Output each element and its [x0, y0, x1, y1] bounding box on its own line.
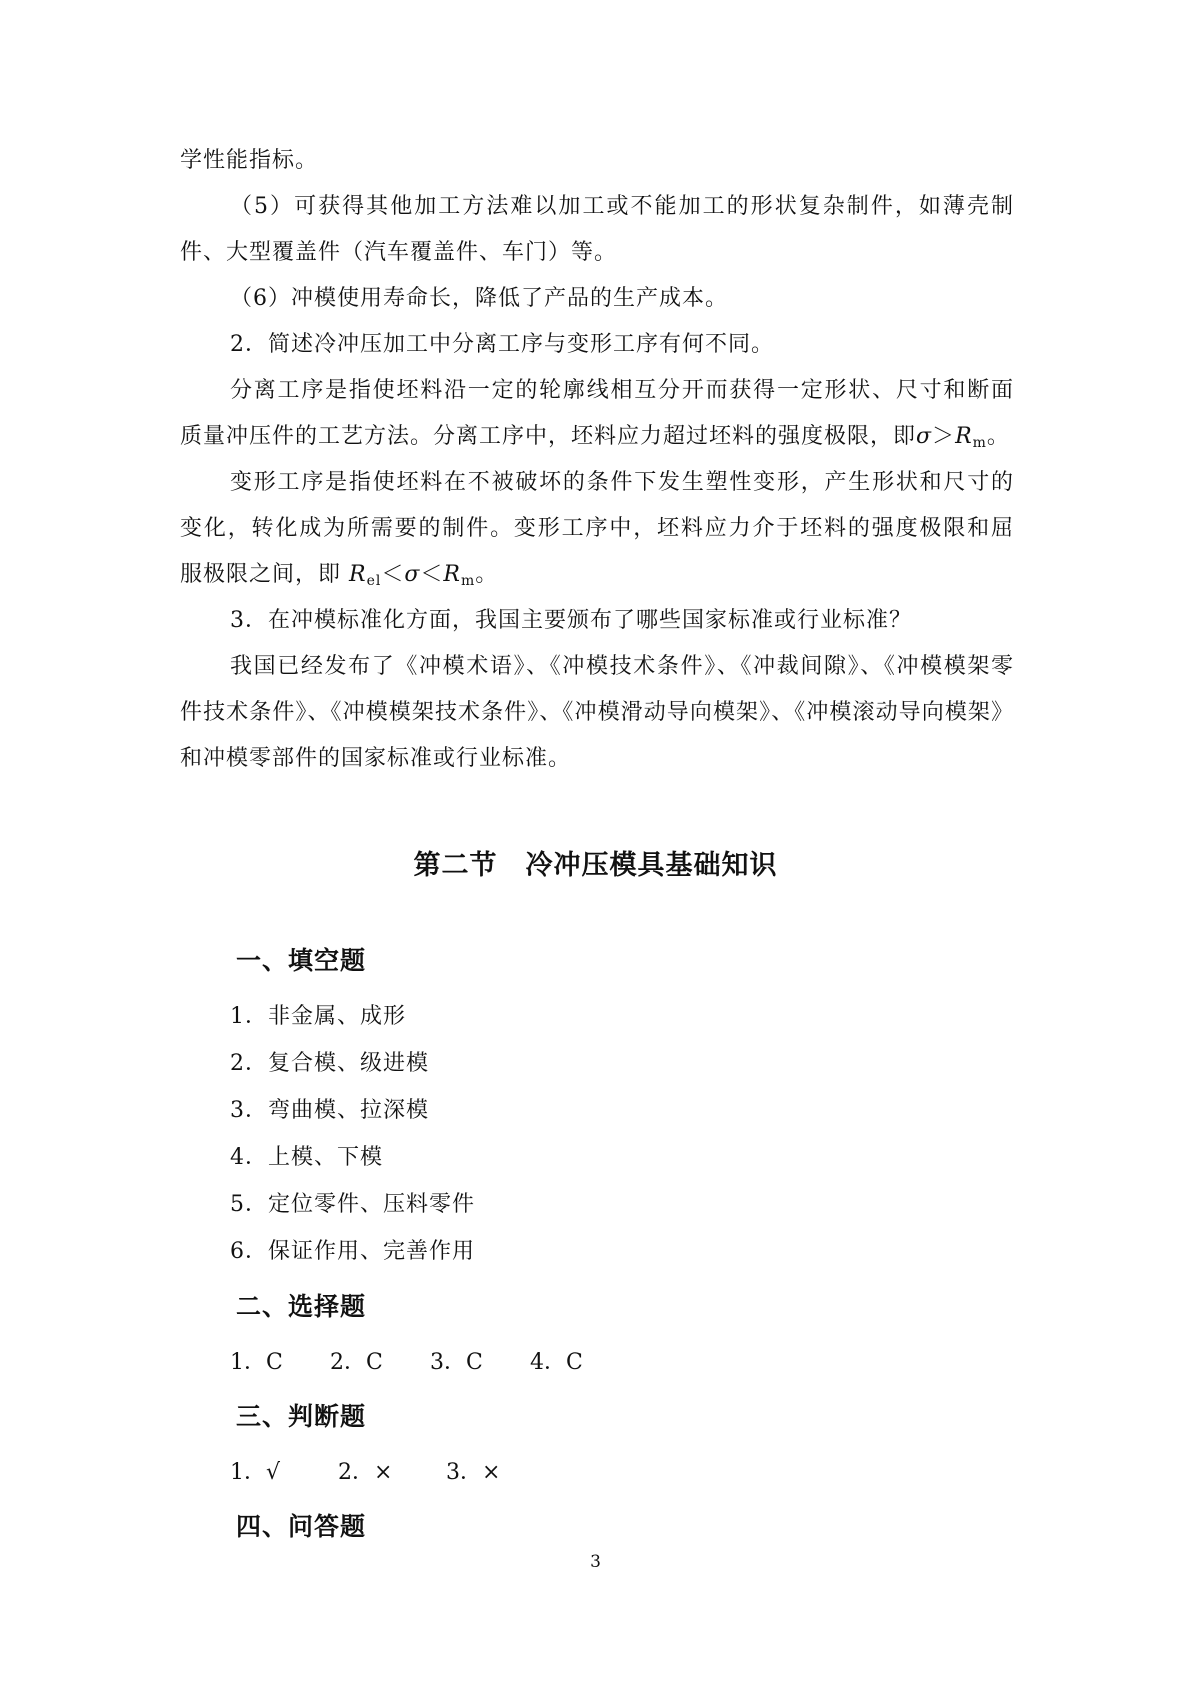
fill-blank-answer: 2．复合模、级进模 — [230, 1051, 429, 1076]
choice-answer: 4．C — [530, 1350, 583, 1375]
choice-heading: 二、选择题 — [236, 1292, 367, 1321]
choice-answer: 2．C — [330, 1350, 383, 1375]
lt-symbol: ＜ — [381, 562, 405, 587]
paragraph-line: 我国已经发布了《冲模术语》、《冲模技术条件》、《冲裁间隙》、《冲模模架零 — [230, 654, 1014, 679]
judge-answer: 3．× — [446, 1460, 501, 1485]
question-line: 2．简述冷冲压加工中分离工序与变形工序有何不同。 — [230, 332, 774, 357]
gt-symbol: ＞ — [932, 424, 956, 449]
paragraph-text: 服极限之间，即 — [180, 562, 349, 587]
r-symbol: R — [955, 424, 973, 449]
judge-answer: 2．× — [338, 1460, 393, 1485]
paragraph-line: 和冲模零部件的国家标准或行业标准。 — [180, 746, 572, 771]
question-line: 3．在冲模标准化方面，我国主要颁布了哪些国家标准或行业标准？ — [230, 608, 912, 633]
paragraph-line: 分离工序是指使坯料沿一定的轮廓线相互分开而获得一定形状、尺寸和断面 — [230, 378, 1014, 403]
period: 。 — [986, 424, 1010, 449]
fill-blank-answer: 4．上模、下模 — [230, 1145, 383, 1170]
paragraph-line: （6）冲模使用寿命长，降低了产品的生产成本。 — [230, 286, 728, 311]
judge-answer: 1．√ — [230, 1460, 281, 1485]
subscript-el: el — [366, 573, 382, 589]
section-title: 第二节 冷冲压模具基础知识 — [413, 850, 778, 881]
fill-blank-answer: 1．非金属、成形 — [230, 1004, 406, 1029]
subscript-m: m — [460, 573, 476, 589]
paragraph-line: 变化，转化成为所需要的制件。变形工序中，坯料应力介于坯料的强度极限和屈 — [180, 516, 1014, 541]
judge-heading: 三、判断题 — [236, 1402, 367, 1431]
judge-answers — [230, 1458, 554, 1488]
paragraph-text: 质量冲压件的工艺方法。分离工序中，坯料应力超过坯料的强度极限，即 — [180, 424, 917, 449]
choice-answer: 3．C — [430, 1350, 483, 1375]
r-symbol: R — [349, 562, 367, 587]
fill-blank-answer: 5．定位零件、压料零件 — [230, 1192, 475, 1217]
paragraph-line: 变形工序是指使坯料在不被破坏的条件下发生塑性变形，产生形状和尺寸的 — [230, 470, 1014, 495]
period: 。 — [475, 562, 499, 587]
choice-answers — [230, 1348, 630, 1378]
paragraph-line: 件技术条件》、《冲模模架技术条件》、《冲模滑动导向模架》、《冲模滚动导向模架》 — [180, 700, 1014, 725]
fill-blank-answer: 3．弯曲模、拉深模 — [230, 1098, 429, 1123]
paragraph-line — [180, 560, 498, 590]
page-number: 3 — [590, 1552, 601, 1572]
choice-answer: 1．C — [230, 1350, 283, 1375]
qa-heading: 四、问答题 — [236, 1512, 367, 1541]
sigma-symbol: σ — [404, 562, 421, 587]
paragraph-line — [180, 422, 1010, 452]
subscript-m: m — [972, 435, 987, 451]
fill-blank-heading: 一、填空题 — [236, 946, 367, 975]
paragraph-line: 学性能指标。 — [180, 148, 319, 173]
lt-symbol: ＜ — [420, 562, 444, 587]
r-symbol: R — [443, 562, 461, 587]
paragraph-line: （5）可获得其他加工方法难以加工或不能加工的形状复杂制件，如薄壳制 — [230, 194, 1014, 219]
paragraph-line: 件、大型覆盖件（汽车覆盖件、车门）等。 — [180, 240, 618, 265]
sigma-symbol: σ — [916, 424, 933, 449]
fill-blank-answer: 6．保证作用、完善作用 — [230, 1239, 475, 1264]
